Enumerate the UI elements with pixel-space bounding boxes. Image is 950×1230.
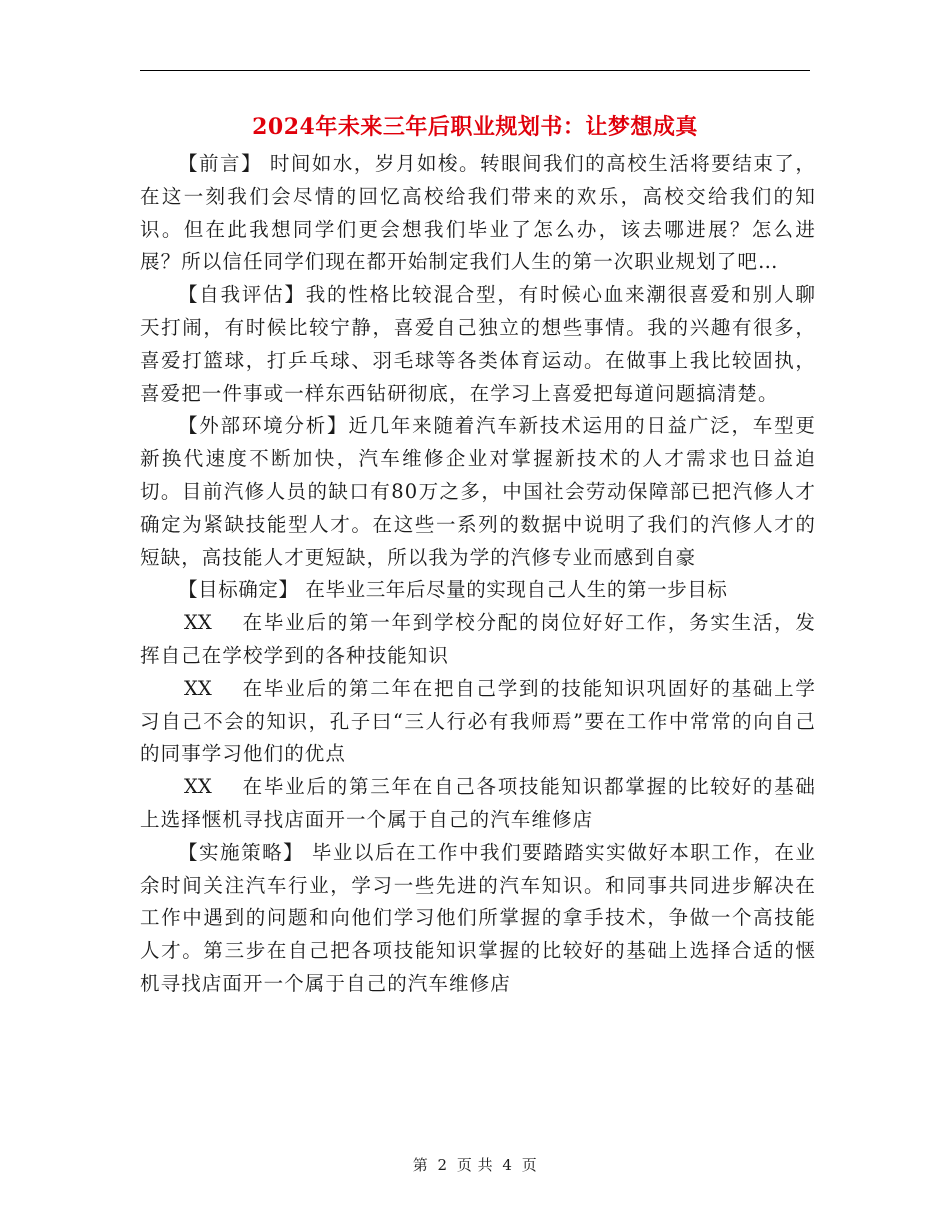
goal-item-year-1 — [140, 607, 816, 673]
page-footer — [0, 1154, 950, 1175]
goal-text: 在毕业后的第三年在自己各项技能知识都掌握的比较好的基础上选择惬机寻找店面开一个属于自己的汽车维修店 — [140, 775, 816, 831]
paragraph-strategy: 【实施策略】 毕业以后在工作中我们要踏踏实实做好本职工作，在业余时间关注汽车行业，学习一些先进的汽车知识。和同事共同进步解决在工作中遇到的问题和向他们学习他们所掌握的拿手技术，争做一个高技能人才。第三步在自己把各项技能知识掌握的比较好的基础上选择合适的惬机寻找店面开一个属于自己的汽车维修店 — [140, 840, 816, 995]
paragraph-environment-analysis: 【外部环境分析】近几年来随着汽车新技术运用的日益广泛，车型更新换代速度不断加快，汽车维修企业对掌握新技术的人才需求也日益迫切。目前汽修人员的缺口有80万之多，中国社会劳动保障部已把汽修人才确定为紧缺技能型人才。在这些一系列的数据中说明了我们的汽修人才的短缺，高技能人才更短缺，所以我为学的汽修专业而感到自豪 — [140, 414, 816, 569]
goal-item-year-3 — [140, 771, 816, 837]
paragraph-preface: 【前言】 时间如水，岁月如梭。转眼间我们的高校生活将要结束了，在这一刻我们会尽情的回忆高校给我们带来的欢乐，高校交给我们的知识。但在此我想同学们更会想我们毕业了怎么办，该去哪进展？怎么进展？所以信任同学们现在都开始制定我们人生的第一次职业规划了吧… — [140, 152, 816, 274]
document-body — [140, 148, 816, 1001]
goal-text: 在毕业后的第二年在把自己学到的技能知识巩固好的基础上学习自己不会的知识，孔子曰“三人行必有我师焉”要在工作中常常的向自己的同事学习他们的优点 — [140, 676, 816, 766]
goal-label: XX — [184, 676, 212, 700]
footer-prefix: 第 — [412, 1156, 429, 1174]
paragraph-self-assessment: 【自我评估】我的性格比较混合型，有时候心血来潮很喜爱和别人聊天打闹，有时候比较宁静，喜爱自己独立的想些事情。我的兴趣有很多，喜爱打篮球，打乒乓球、羽毛球等各类体育运动。在做事上我比较固执，喜爱把一件事或一样东西钻研彻底，在学习上喜爱把每道问题搞清楚。 — [140, 283, 816, 405]
footer-middle: 页 共 — [456, 1156, 494, 1174]
goal-item-year-2 — [140, 673, 816, 771]
footer-page-number: 2 — [437, 1156, 448, 1174]
goal-label: XX — [184, 775, 212, 799]
header-rule — [140, 70, 810, 71]
goal-label: XX — [184, 611, 212, 635]
footer-suffix: 页 — [521, 1156, 538, 1174]
document-title: 2024年未来三年后职业规划书：让梦想成真 — [252, 114, 698, 140]
goal-text: 在毕业后的第一年到学校分配的岗位好好工作，务实生活，发挥自己在学校学到的各种技能知识 — [140, 611, 816, 667]
paragraph-goal-setting: 【目标确定】 在毕业三年后尽量的实现自己人生的第一步目标 — [178, 578, 728, 602]
footer-total-pages: 4 — [502, 1156, 513, 1174]
